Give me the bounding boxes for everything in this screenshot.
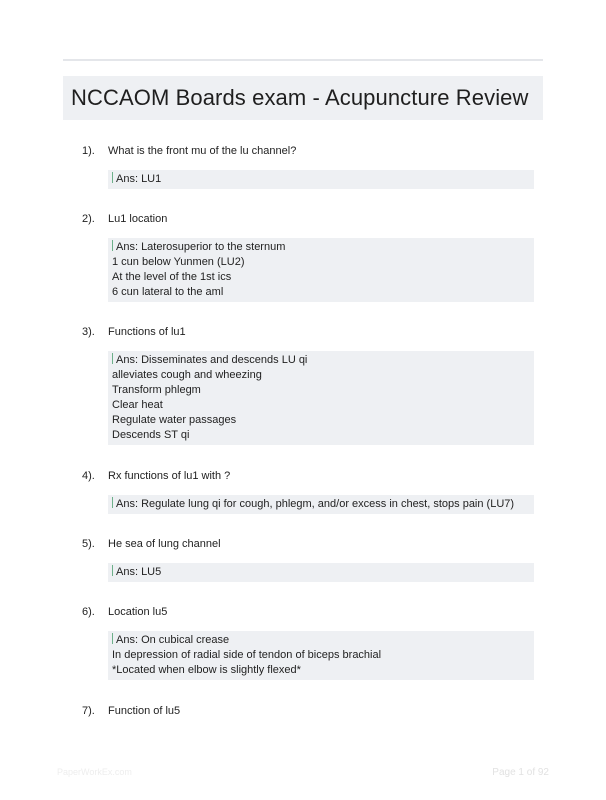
question-number: 3). — [82, 326, 95, 338]
question-text: He sea of lung channel — [108, 538, 221, 550]
answer-box — [108, 238, 534, 302]
answer-line: Ans: On cubical crease — [112, 633, 530, 648]
question-text: What is the front mu of the lu channel? — [108, 145, 297, 157]
question-number: 2). — [82, 213, 95, 225]
question-number: 1). — [82, 145, 95, 157]
answer-line: Ans: Laterosuperior to the sternum — [112, 240, 530, 255]
answer-line: Ans: LU5 — [112, 565, 530, 580]
question-text: Lu1 location — [108, 213, 168, 225]
answer-box — [108, 563, 534, 582]
answer-line: alleviates cough and wheezing — [112, 369, 262, 381]
answer-box — [108, 495, 534, 514]
page-number: Page 1 of 92 — [492, 767, 549, 778]
top-divider — [63, 59, 543, 61]
answer-line: At the level of the 1st ics — [112, 271, 232, 283]
question-number: 4). — [82, 470, 95, 482]
answer-box — [108, 170, 534, 189]
question-text: Location lu5 — [108, 606, 168, 618]
answer-line: 6 cun lateral to the aml — [112, 286, 224, 298]
answer-line: Ans: Regulate lung qi for cough, phlegm, and/or excess in chest, stops pain (LU7) — [112, 497, 530, 512]
answer-line: In depression of radial side of tendon of biceps brachial — [112, 649, 382, 661]
question-text: Functions of lu1 — [108, 326, 186, 338]
answer-box — [108, 631, 534, 680]
answer-line: Regulate water passages — [112, 414, 237, 426]
answer-line: Clear heat — [112, 399, 163, 411]
question-number: 5). — [82, 538, 95, 550]
question-text: Rx functions of lu1 with ? — [108, 470, 231, 482]
question-number: 7). — [82, 705, 95, 717]
answer-line: *Located when elbow is slightly flexed* — [112, 664, 301, 676]
answer-line: 1 cun below Yunmen (LU2) — [112, 256, 245, 268]
question-number: 6). — [82, 606, 95, 618]
footer-watermark: PaperWorkEx.com — [57, 767, 132, 777]
answer-line: Ans: Disseminates and descends LU qi — [112, 353, 530, 368]
question-text: Function of lu5 — [108, 705, 181, 717]
page-title: NCCAOM Boards exam - Acupuncture Review — [71, 85, 529, 110]
answer-box — [108, 351, 534, 445]
title-banner — [63, 76, 543, 120]
answer-line: Ans: LU1 — [112, 172, 530, 187]
answer-line: Transform phlegm — [112, 384, 201, 396]
answer-line: Descends ST qi — [112, 429, 190, 441]
